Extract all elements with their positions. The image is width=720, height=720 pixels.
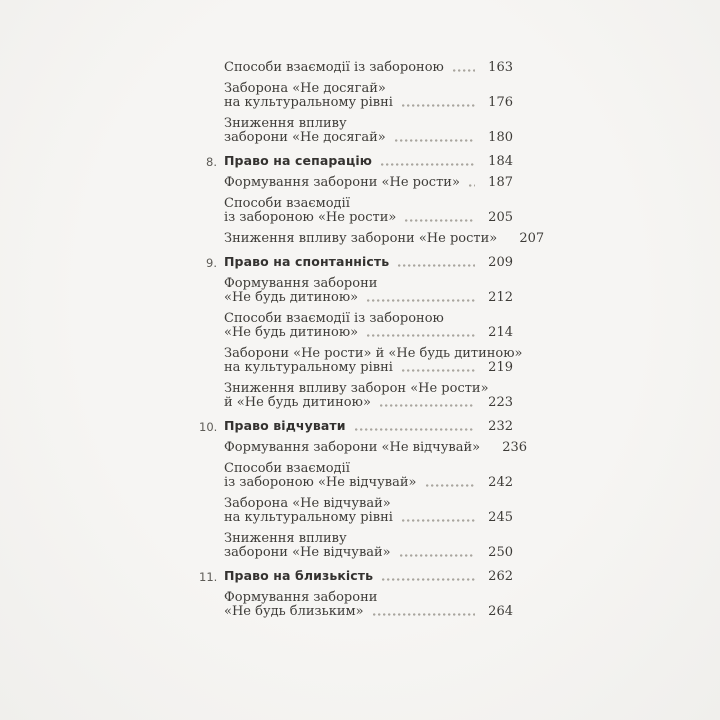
entry-last-line <box>224 361 513 375</box>
page-number: 219 <box>488 360 513 375</box>
dot-leader <box>367 299 475 302</box>
page-number: 163 <box>488 60 513 75</box>
toc-sub-entry <box>199 462 513 490</box>
toc-sub-entry <box>199 61 513 75</box>
entry-title-line: Способи взаємодії <box>224 461 350 476</box>
entry-title-line: й «Не будь дитиною» <box>224 395 371 410</box>
page-number: 264 <box>488 604 513 619</box>
entry-last-line <box>224 176 513 190</box>
entry-title-line: на культуральному рівні <box>224 360 393 375</box>
entry-title-line: Право на сепарацію <box>224 153 372 168</box>
entry-title-line: Способи взаємодії із забороною <box>224 60 444 75</box>
toc-sub-entry <box>199 532 513 560</box>
page-number: 262 <box>488 569 513 584</box>
entry-title-line: Заборона «Не відчувай» <box>224 496 391 511</box>
toc-chapter-entry <box>199 569 513 584</box>
chapter-number: 11. <box>199 570 218 584</box>
entry-title-line: Право на спонтанність <box>224 254 390 269</box>
entry-title-line: Формування заборони «Не відчувай» <box>224 440 481 455</box>
entry-last-line <box>224 440 528 455</box>
entry-title-line: із забороною «Не відчувай» <box>224 475 417 490</box>
page-number: 180 <box>488 130 513 145</box>
toc-sub-entry <box>199 591 513 619</box>
page-number: 176 <box>488 95 513 110</box>
page-number: 223 <box>488 395 513 410</box>
entry-last-line <box>224 291 513 305</box>
entry-title-line: на культуральному рівні <box>224 95 393 110</box>
page-number: 209 <box>488 255 513 270</box>
dot-leader <box>381 163 475 166</box>
page-number: 187 <box>488 175 513 190</box>
toc-chapter-entry <box>199 419 513 434</box>
toc-chapter-entry <box>199 154 513 169</box>
toc-sub-entry <box>199 231 545 246</box>
dot-leader <box>380 404 475 407</box>
toc-sub-entry <box>199 277 513 305</box>
toc-sub-entry <box>199 197 513 225</box>
entry-last-line <box>224 419 513 434</box>
entry-last-line <box>224 61 513 75</box>
entry-last-line <box>224 154 513 169</box>
toc-sub-entry <box>199 346 523 375</box>
entry-title-line: Зниження впливу заборони «Не рости» <box>224 231 498 246</box>
entry-last-line <box>224 511 513 525</box>
page-number: 232 <box>488 419 513 434</box>
toc-sub-entry <box>199 176 513 190</box>
dot-leader <box>367 334 475 337</box>
page-number: 214 <box>488 325 513 340</box>
chapter-number: 9. <box>206 256 217 270</box>
dot-leader <box>382 578 475 581</box>
entry-title-line: «Не будь дитиною» <box>224 290 359 305</box>
entry-title-line: заборони «Не досягай» <box>224 130 386 145</box>
dot-leader <box>395 139 475 142</box>
toc-sub-entry <box>199 117 513 145</box>
dot-leader <box>426 484 476 487</box>
entry-title-line: на культуральному рівні <box>224 510 393 525</box>
entry-last-line <box>224 396 513 410</box>
page-number: 250 <box>488 545 513 560</box>
page-number: 205 <box>488 210 513 225</box>
entry-last-line <box>224 131 513 145</box>
toc-sub-entry <box>199 382 513 410</box>
entry-title-line: Право на близькість <box>224 568 374 583</box>
entry-title-line: «Не будь близьким» <box>224 604 364 619</box>
entry-last-line <box>224 569 513 584</box>
page-number: 236 <box>502 440 528 455</box>
page-number: 207 <box>519 231 545 246</box>
entry-title-line: Зниження впливу <box>224 531 347 546</box>
dot-leader <box>355 428 475 431</box>
entry-last-line <box>224 231 545 246</box>
entry-title-line: Формування заборони <box>224 590 378 605</box>
entry-title-line: Способи взаємодії <box>224 196 350 211</box>
entry-last-line <box>224 211 513 225</box>
toc-sub-entry <box>199 440 528 455</box>
entry-title-line: Формування заборони «Не рости» <box>224 175 460 190</box>
toc-sub-entry <box>199 497 513 525</box>
toc-sub-entry <box>199 82 513 110</box>
entry-title-line: Зниження впливу заборон «Не рости» <box>224 381 489 396</box>
entry-last-line <box>224 605 513 619</box>
chapter-number: 8. <box>206 155 217 169</box>
page-number: 184 <box>488 154 513 169</box>
page-number: 245 <box>488 510 513 525</box>
dot-leader <box>402 369 475 372</box>
dot-leader <box>405 219 475 222</box>
entry-last-line <box>224 476 513 490</box>
toc-chapter-entry <box>199 255 513 270</box>
page-number: 212 <box>488 290 513 305</box>
entry-title-line: «Не будь дитиною» <box>224 325 359 340</box>
entry-last-line <box>224 326 513 340</box>
entry-title-line: Право відчувати <box>224 418 346 433</box>
dot-leader <box>469 184 475 187</box>
entry-last-line <box>224 96 513 110</box>
entry-title-line: Заборона «Не досягай» <box>224 81 386 96</box>
table-of-contents <box>199 60 545 626</box>
dot-leader <box>402 104 475 107</box>
dot-leader <box>373 613 475 616</box>
page-number: 242 <box>488 475 513 490</box>
dot-leader <box>400 554 475 557</box>
entry-title-line: Зниження впливу <box>224 116 347 131</box>
dot-leader <box>453 69 475 72</box>
toc-sub-entry <box>199 312 513 340</box>
entry-last-line <box>224 255 513 270</box>
entry-title-line: Способи взаємодії із забороною <box>224 311 444 326</box>
entry-title-line: із забороною «Не рости» <box>224 210 397 225</box>
dot-leader <box>398 264 475 267</box>
entry-title-line: Заборони «Не рости» й «Не будь дитиною» <box>224 346 523 361</box>
entry-last-line <box>224 546 513 560</box>
entry-title-line: заборони «Не відчувай» <box>224 545 391 560</box>
chapter-number: 10. <box>199 420 218 434</box>
entry-title-line: Формування заборони <box>224 276 378 291</box>
dot-leader <box>402 519 475 522</box>
